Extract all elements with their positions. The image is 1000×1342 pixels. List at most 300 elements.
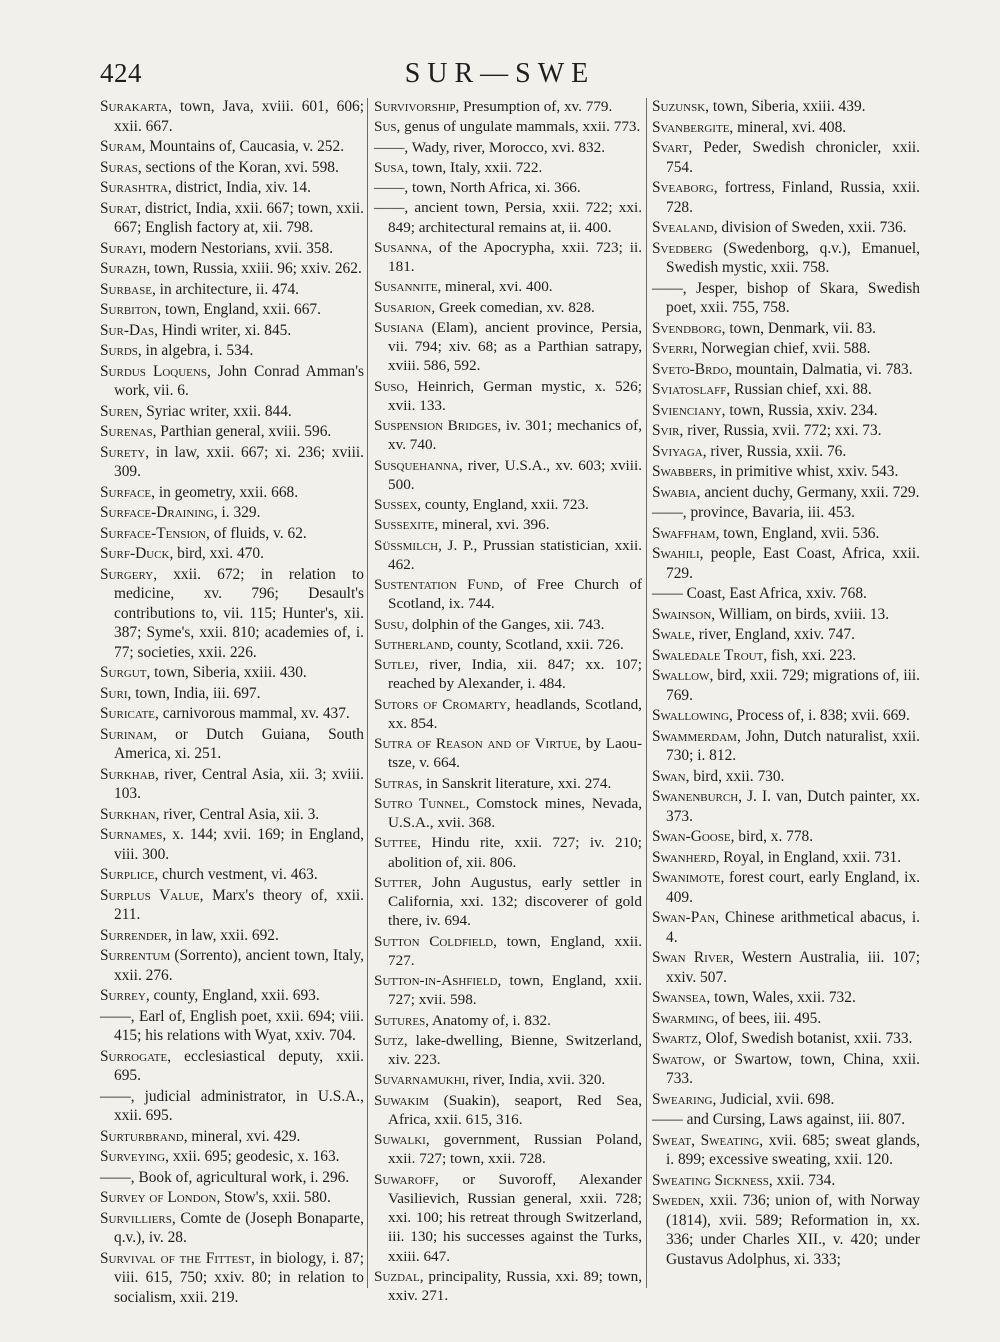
entry-headword: Swan River: [652, 949, 730, 966]
page-number: 424: [100, 58, 142, 88]
index-entry: [100, 926, 364, 946]
entry-headword: Sutton Coldfield: [374, 932, 494, 950]
index-entry: [100, 825, 364, 864]
entry-headword: Suwakim: [374, 1091, 429, 1109]
entry-headword: Swale: [652, 626, 692, 643]
entry-headword: Surds: [100, 342, 138, 359]
entry-references: , in algebra, i. 534.: [137, 342, 254, 359]
entry-headword: Sutro Tunnel: [374, 794, 466, 812]
entry-headword: Surrey: [100, 987, 146, 1004]
entry-references: , or Swartow, town, China, xxii. 733.: [666, 1050, 920, 1087]
index-entry: [374, 1091, 642, 1130]
entry-references: , x. 144; xvii. 169; in England, viii. 300.: [114, 826, 364, 863]
entry-headword: Suwalki: [374, 1131, 426, 1148]
entry-references: ——, Book of, agricultural work, i. 296.: [100, 1168, 350, 1186]
entry-headword: Suwaroff: [374, 1170, 436, 1188]
entry-references: , genus of ungulate mammals, xxii. 773.: [396, 118, 641, 136]
entry-references: , Comstock mines, Nevada, U.S.A., xvii. 368.: [388, 794, 642, 831]
entry-references: , i. 329.: [213, 504, 261, 521]
entry-headword: Susanna: [374, 238, 429, 256]
index-entry: [652, 503, 920, 523]
entry-headword: Sutras: [374, 774, 419, 792]
entry-headword: Svendborg: [652, 319, 722, 337]
entry-headword: Suvarnamukhi: [374, 1071, 466, 1089]
entry-references: , river, India, xii. 847; xx. 107; reached by Alexander, i. 484.: [388, 656, 642, 693]
index-entry: [652, 848, 920, 868]
entry-references: , mineral, xvi. 400.: [437, 278, 553, 296]
entry-references: , people, East Coast, Africa, xxii. 729.: [666, 545, 920, 582]
index-entry: [100, 259, 364, 279]
index-entry: [652, 827, 920, 847]
entry-references: , town, India, iii. 697.: [127, 684, 261, 702]
entry-references: , in primitive whist, xxiv. 543.: [712, 463, 899, 480]
entry-references: , town, Denmark, vii. 83.: [721, 319, 876, 337]
index-entry: [652, 948, 920, 987]
index-entry: [652, 727, 920, 766]
entry-headword: Surveying: [100, 1148, 166, 1165]
entry-headword: Surenas: [100, 423, 153, 440]
entry-references: , river, Russia, xxii. 76.: [702, 442, 847, 460]
entry-references: , river, U.S.A., xv. 603; xviii. 500.: [388, 456, 642, 493]
entry-references: (Sorrento), ancient town, Italy, xxii. 276.: [114, 947, 364, 984]
index-entry: [374, 416, 642, 455]
page-header: [100, 58, 900, 98]
index-entry: [100, 865, 364, 885]
entry-headword: Sutz: [374, 1031, 404, 1049]
entry-references: , Heinrich, German mystic, x. 526; xvii. 133.: [388, 377, 642, 414]
index-entry: [374, 178, 642, 197]
column-divider: [367, 98, 368, 1288]
entry-references: , John Augustus, early settler in California, xxi. 132; discoverer of gold there, iv. 694.: [388, 873, 642, 930]
entry-headword: Svir: [652, 422, 680, 439]
entry-references: , J. P., Prussian statistician, xxii. 462.: [388, 536, 642, 573]
entry-references: , mountain, Dalmatia, vi. 783.: [728, 360, 913, 378]
entry-references: , in biology, i. 87; viii. 615, 750; xxiv. 80; in relation to socialism, xxii. 219.: [114, 1249, 364, 1306]
index-entry: [100, 402, 364, 422]
index-entry: [652, 218, 920, 238]
entry-references: ——, Jesper, bishop of Skara, Swedish poet, xxii. 755, 758.: [652, 279, 920, 316]
entry-headword: Swartz: [652, 1030, 698, 1047]
entry-headword: Swearing: [652, 1090, 713, 1108]
index-entry: [374, 456, 642, 495]
index-entry: [652, 605, 920, 625]
index-entry: [652, 339, 920, 359]
index-entry: [100, 443, 364, 482]
index-entry: [652, 483, 920, 503]
entry-references: , J. I. van, Dutch painter, xx. 373.: [666, 788, 920, 825]
index-entry: [100, 725, 364, 764]
entry-headword: Sutures: [374, 1011, 426, 1029]
entry-headword: Sutra of Reason and of Virtue: [374, 735, 578, 752]
entry-references: , John, Dutch naturalist, xxii. 730; i. 812.: [666, 727, 920, 764]
index-entry: [374, 495, 642, 514]
index-entry: [374, 536, 642, 575]
entry-headword: Sweat, Sweating: [652, 1131, 760, 1149]
entry-references: , ancient duchy, Germany, xxii. 729.: [696, 483, 920, 501]
index-entry: [100, 1147, 364, 1167]
entry-headword: Svienciany: [652, 401, 722, 419]
entry-references: , in Sanskrit literature, xxi. 274.: [418, 774, 612, 792]
entry-references: , Peder, Swedish chronicler, xxii. 754.: [666, 139, 920, 176]
entry-references: , in architecture, ii. 474.: [151, 280, 299, 298]
entry-references: , or Dutch Guiana, South America, xi. 251.: [114, 725, 364, 762]
entry-references: , bird, xxii. 730.: [685, 767, 785, 785]
entry-references: , Royal, in England, xxii. 731.: [715, 848, 902, 866]
index-entry: [652, 706, 920, 726]
entry-headword: Suricate: [100, 705, 156, 722]
entry-references: , xxii. 672; in relation to medicine, xv. 796; Desault's contributions to, vii. 115; Hunter's, xii. 387; Syme's, xxii. 810; academies of, i. 77; societies, xxii. 226.: [114, 565, 364, 661]
entry-references: , town, Russia, xxiii. 96; xxiv. 262.: [146, 260, 362, 277]
entry-references: , church vestment, vi. 463.: [154, 866, 318, 883]
entry-headword: Sverri: [652, 340, 694, 357]
entry-headword: Sweating Sickness: [652, 1171, 769, 1189]
entry-references: , in law, xxii. 692.: [167, 926, 279, 944]
entry-references: , bird, xxi. 470.: [169, 545, 264, 562]
entry-references: , town, Siberia, xxiii. 430.: [146, 664, 307, 681]
entry-headword: Suso: [374, 377, 405, 395]
index-entry: [100, 1188, 364, 1208]
index-entry: [652, 1050, 920, 1089]
entry-references: , headlands, Scotland, xx. 854.: [388, 695, 642, 732]
entry-headword: Surturbrand: [100, 1127, 184, 1145]
index-entry: [374, 695, 642, 734]
entry-headword: Surrender: [100, 926, 168, 944]
entry-headword: Surface-Tension: [100, 524, 206, 542]
entry-references: , town, Siberia, xxiii. 439.: [705, 98, 866, 115]
index-entry: [374, 97, 642, 116]
entry-references: , xxii. 695; geodesic, x. 163.: [165, 1148, 340, 1165]
entry-references: —— Coast, East Africa, xxiv. 768.: [652, 585, 867, 602]
index-entry: [374, 873, 642, 931]
entry-references: , Russian chief, xxi. 88.: [726, 381, 872, 398]
index-entry: [374, 833, 642, 872]
entry-headword: Survival of the Fittest: [100, 1249, 252, 1267]
entry-references: , dolphin of the Ganges, xii. 743.: [404, 615, 605, 633]
entry-headword: Sviatoslaff: [652, 381, 727, 398]
index-entry: [100, 946, 364, 985]
entry-references: , principality, Russia, xxi. 89; town, xxiv. 271.: [388, 1267, 642, 1304]
entry-references: , river, England, xxiv. 747.: [691, 626, 855, 643]
entry-headword: Swallow: [652, 667, 710, 684]
entry-headword: Sutlej: [374, 656, 415, 673]
index-entry: [652, 178, 920, 217]
entry-references: , Judicial, xvii. 698.: [712, 1090, 835, 1108]
entry-headword: Sur-Das: [100, 321, 155, 339]
index-entry: [100, 1209, 364, 1248]
entry-headword: Surbiton: [100, 301, 158, 318]
index-entry: [374, 1011, 642, 1030]
entry-headword: Swaffham: [652, 524, 716, 542]
entry-headword: Surayi: [100, 239, 143, 257]
index-entry: [652, 1009, 920, 1029]
entry-references: ——, town, North Africa, xi. 366.: [374, 179, 581, 196]
index-entry: [374, 1130, 642, 1169]
index-entry: [652, 1171, 920, 1191]
index-entry: [100, 1249, 364, 1308]
index-entry: [652, 118, 920, 138]
entry-references: , town, England, xxii. 727.: [388, 932, 642, 969]
column-divider: [646, 98, 647, 1288]
entry-headword: Svealand: [652, 219, 714, 236]
entry-headword: Swanimote: [652, 869, 721, 886]
entry-references: ——, Earl of, English poet, xxii. 694; viii. 415; his relations with Wyat, xxiv. 704.: [100, 1007, 364, 1044]
index-entry: [100, 805, 364, 825]
index-entry: [100, 565, 364, 663]
index-entry: [100, 524, 364, 544]
entry-references: , Process of, i. 838; xvii. 669.: [728, 707, 910, 724]
index-entry: [374, 575, 642, 614]
index-entry: [100, 684, 364, 704]
entry-headword: Swammerdam: [652, 727, 737, 745]
entry-headword: Suri: [100, 684, 128, 702]
entry-headword: Surat: [100, 199, 138, 217]
entry-headword: Survilliers: [100, 1209, 172, 1227]
entry-references: , John Conrad Amman's work, vii. 6.: [114, 362, 364, 399]
entry-references: , town, Wales, xxii. 732.: [706, 989, 856, 1006]
entry-references: , forest court, early England, ix. 409.: [666, 869, 920, 906]
entry-references: , mineral, xvi. 429.: [183, 1127, 301, 1145]
index-entry: [652, 988, 920, 1008]
index-entry: [374, 1170, 642, 1266]
entry-headword: Susiana: [374, 318, 425, 336]
entry-references: , river, Central Asia, xii. 3; xviii. 103.: [114, 765, 364, 802]
entry-references: , town, England, xxii. 667.: [157, 301, 321, 318]
entry-headword: Surface-Draining: [100, 504, 214, 521]
entry-headword: Sveto-Brdo: [652, 360, 729, 378]
entry-references: , mineral, xvi. 396.: [434, 516, 550, 534]
entry-headword: Sussexite: [374, 516, 435, 534]
entry-references: , district, India, xiv. 14.: [167, 179, 311, 196]
index-entry: [100, 137, 364, 157]
entry-headword: Surkhan: [100, 805, 156, 823]
index-entry: [652, 1110, 920, 1130]
index-entry: [374, 238, 642, 277]
entry-headword: Surashtra: [100, 179, 168, 196]
index-entry: [652, 1090, 920, 1110]
entry-references: , town, Italy, xxii. 722.: [404, 158, 543, 176]
index-entry: [374, 1070, 642, 1089]
index-entry: [652, 868, 920, 907]
entry-references: (Elam), ancient province, Persia, vii. 794; xiv. 68; as a Parthian satrapy, xviii. 586, 592.: [388, 318, 642, 375]
entry-headword: Swansea: [652, 989, 707, 1006]
index-entry: [100, 704, 364, 724]
index-entry: [652, 767, 920, 787]
entry-references: , by Laou-tsze, v. 664.: [388, 735, 642, 772]
entry-references: , Chinese arithmetical abacus, i. 4.: [666, 909, 920, 946]
entry-headword: Survivorship: [374, 98, 456, 115]
entry-references: , in geometry, xxii. 668.: [151, 483, 299, 501]
index-entry: [652, 646, 920, 666]
entry-references: , fish, xxi. 223.: [763, 646, 857, 664]
index-entry: [652, 1029, 920, 1049]
index-entry: [652, 360, 920, 380]
index-entry: [100, 199, 364, 238]
entry-headword: Surgery: [100, 565, 154, 583]
entry-headword: Surf-Duck: [100, 545, 170, 562]
entry-references: (Suakin), seaport, Red Sea, Africa, xxii. 615, 316.: [388, 1091, 642, 1128]
index-entry: [374, 117, 642, 136]
entry-references: , William, on birds, xviii. 13.: [711, 605, 890, 623]
index-entry: [652, 787, 920, 826]
entry-headword: Swan-Pan: [652, 909, 716, 926]
entry-headword: Swan-Goose: [652, 828, 731, 845]
index-entry: [374, 615, 642, 634]
entry-references: , county, England, xxii. 723.: [417, 496, 589, 513]
entry-references: , iv. 301; mechanics of, xv. 740.: [388, 417, 643, 454]
entry-headword: Swainson: [652, 605, 712, 623]
entry-references: , county, England, xxii. 693.: [145, 987, 320, 1004]
index-entry: [652, 380, 920, 400]
entry-references: , carnivorous mammal, xv. 437.: [155, 705, 350, 722]
index-column-2: [374, 97, 642, 1306]
index-entry: [652, 1131, 920, 1170]
entry-references: , of Free Church of Scotland, ix. 744.: [388, 576, 642, 613]
entry-headword: Surrogate: [100, 1047, 168, 1065]
entry-headword: Susannite: [374, 278, 438, 296]
entry-references: ——, ancient town, Persia, xxii. 722; xxi. 849; architectural remains at, ii. 400.: [374, 199, 642, 236]
entry-references: , bird, x. 778.: [730, 828, 814, 845]
entry-references: , Hindu rite, xxii. 727; iv. 210; abolition of, xii. 806.: [388, 834, 642, 871]
index-entry: [100, 886, 364, 925]
index-entry: [100, 483, 364, 503]
index-entry: [100, 544, 364, 564]
entry-headword: Susu: [374, 615, 405, 633]
entry-headword: Sutherland: [374, 635, 450, 653]
entry-headword: Surplus Value: [100, 886, 200, 904]
entry-references: , Hindi writer, xi. 845.: [154, 321, 292, 339]
entry-references: , in law, xxii. 667; xi. 236; xviii. 309.: [114, 443, 364, 480]
index-entry: [100, 1168, 364, 1188]
entry-references: , district, India, xxii. 667; town, xxii. 667; English factory at, xii. 798.: [114, 199, 364, 236]
entry-references: , Comte de (Joseph Bonaparte, q.v.), iv. 28.: [114, 1209, 364, 1246]
entry-headword: Surplice: [100, 866, 155, 883]
index-entry: [374, 635, 642, 654]
entry-headword: Surgut: [100, 664, 147, 681]
entry-headword: Sviyaga: [652, 442, 703, 460]
index-entry: [374, 1031, 642, 1070]
entry-headword: Surnames: [100, 826, 163, 843]
entry-references: , or Suvoroff, Alexander Vasilievich, Russian general, xxii. 728; xxi. 100; his retreat through Switzerland, iii. 130; his successes against the Turks, xxiii. 647.: [388, 1170, 642, 1265]
entry-headword: Swarming: [652, 1009, 715, 1027]
entry-references: , of bees, iii. 495.: [714, 1009, 822, 1027]
entry-references: , sections of the Koran, xvi. 598.: [137, 158, 339, 176]
index-entry: [652, 97, 920, 117]
entry-references: , of fluids, v. 62.: [206, 524, 307, 542]
entry-headword: Swabbers: [652, 463, 713, 480]
index-entry: [100, 1087, 364, 1126]
index-entry: [100, 97, 364, 136]
entry-headword: Svanbergite: [652, 118, 730, 136]
entry-headword: Susarion: [374, 298, 432, 316]
index-entry: [374, 277, 642, 296]
entry-references: , Presumption of, xv. 779.: [455, 98, 613, 115]
index-entry: [652, 462, 920, 482]
entry-references: , Syriac writer, xxii. 844.: [138, 402, 292, 420]
entry-headword: Suren: [100, 402, 139, 420]
index-entry: [374, 794, 642, 833]
entry-references: , Mountains of, Caucasia, v. 252.: [141, 138, 345, 155]
entry-headword: Survey of London: [100, 1189, 217, 1206]
index-entry: [100, 503, 364, 523]
entry-references: (Swedenborg, q.v.), Emanuel, Swedish mystic, xxii. 758.: [666, 239, 920, 276]
entry-references: , river, Central Asia, xii. 3.: [155, 805, 320, 823]
entry-headword: Swatow: [652, 1050, 702, 1068]
index-entry: [652, 544, 920, 583]
index-entry: [374, 138, 642, 157]
index-entry: [652, 584, 920, 604]
entry-headword: Swahili: [652, 545, 700, 562]
index-entry: [100, 422, 364, 442]
index-entry: [374, 774, 642, 793]
entry-references: ——, Wady, river, Morocco, xvi. 832.: [374, 138, 605, 156]
entry-headword: Surinam: [100, 725, 154, 743]
entry-headword: Swallowing: [652, 707, 729, 724]
entry-headword: Swabia: [652, 483, 697, 501]
index-entry: [374, 655, 642, 694]
index-entry: [100, 1127, 364, 1147]
entry-references: , xvii. 685; sweat glands, i. 899; excessive sweating, xxii. 120.: [666, 1131, 920, 1168]
index-entry: [374, 298, 642, 317]
index-entry: [374, 198, 642, 237]
entry-references: , river, Russia, xvii. 772; xxi. 73.: [679, 422, 882, 439]
index-entry: [652, 442, 920, 462]
entry-references: , lake-dwelling, Bienne, Switzerland, xiv. 223.: [388, 1031, 642, 1068]
entry-references: , town, England, xxii. 727; xvii. 598.: [388, 972, 642, 1009]
index-entry: [100, 158, 364, 178]
index-entry: [374, 515, 642, 534]
index-entry: [652, 401, 920, 421]
index-entry: [100, 1007, 364, 1046]
entry-headword: Suram: [100, 138, 142, 155]
index-entry: [374, 1267, 642, 1306]
entry-headword: Suspension Bridges: [374, 417, 498, 434]
index-entry: [652, 239, 920, 278]
entry-headword: Susquehanna: [374, 456, 459, 474]
entry-headword: Suras: [100, 158, 138, 176]
entry-headword: Surazh: [100, 260, 147, 277]
entry-headword: Susa: [374, 158, 405, 176]
entry-references: , mineral, xvi. 408.: [729, 118, 847, 136]
index-entry: [652, 908, 920, 947]
index-entry: [374, 158, 642, 177]
entry-headword: Süssmilch: [374, 536, 439, 554]
entry-references: , division of Sweden, xxii. 736.: [713, 219, 907, 236]
index-entry: [100, 986, 364, 1006]
entry-headword: Sutors of Cromarty: [374, 695, 507, 713]
index-entry: [652, 666, 920, 705]
entry-headword: Surkhab: [100, 765, 156, 783]
entry-headword: Surakarta: [100, 98, 169, 115]
entry-references: , modern Nestorians, xvii. 358.: [142, 239, 334, 257]
entry-references: , river, India, xvii. 320.: [465, 1071, 606, 1089]
entry-references: , ecclesiastical deputy, xxii. 695.: [114, 1047, 364, 1084]
entry-headword: Swaledale Trout: [652, 646, 764, 664]
entry-headword: Sutton-in-Ashfield: [374, 972, 498, 989]
entry-references: —— and Cursing, Laws against, iii. 807.: [652, 1111, 906, 1128]
entry-headword: Surrentum: [100, 947, 171, 964]
entry-references: , of the Apocrypha, xxii. 723; ii. 181.: [388, 238, 642, 275]
entry-headword: Surdus Loquens: [100, 362, 207, 380]
entry-headword: Sveaborg: [652, 179, 714, 196]
entry-references: ——, judicial administrator, in U.S.A., xxii. 695.: [100, 1087, 364, 1124]
entry-references: , Parthian general, xviii. 596.: [152, 423, 332, 440]
entry-headword: Sustentation Fund: [374, 576, 500, 593]
index-column-3: [652, 97, 920, 1270]
index-entry: [374, 318, 642, 376]
index-entry: [100, 178, 364, 198]
entry-headword: Sus: [374, 118, 397, 136]
index-entry: [100, 239, 364, 259]
